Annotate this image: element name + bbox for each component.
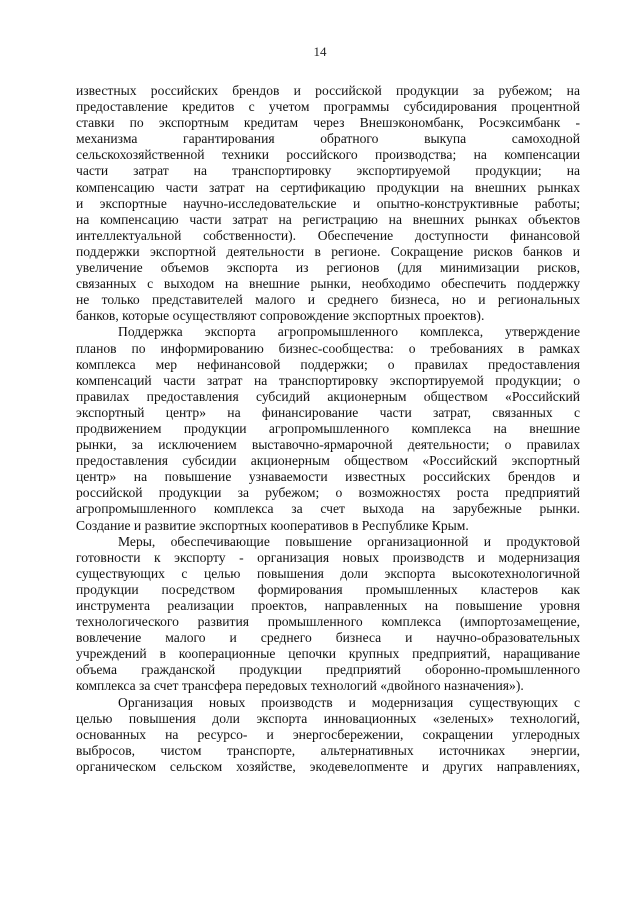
text-line: увеличение объемов экспорта из регионов (для минимизации рисков,	[76, 260, 580, 276]
text-line: готовности к экспорту - организация новых производств и модернизация	[76, 549, 580, 565]
text-line: органическом сельском хозяйстве, экодевелопменте и других направлениях,	[76, 758, 580, 774]
text-line: поддержки экспортной деятельности в регионе. Сокращение рисков банков и	[76, 243, 580, 259]
text-line: не только представителей малого и среднего бизнеса, но и региональных	[76, 292, 580, 308]
paragraph-1	[76, 83, 580, 324]
text-line: основанных на ресурсо- и энергосбережении, сокращении углеродных	[76, 726, 580, 742]
text-line: связанных с выходом на внешние рынки, необходимо обеспечить поддержку	[76, 276, 580, 292]
text-line: продукции посредством формирования промышленных кластеров как	[76, 581, 580, 597]
text-line: компенсаций части затрат на транспортировку экспортируемой продукции; о	[76, 372, 580, 388]
text-line: и экспортные научно-исследовательские и опытно-конструктивные работы;	[76, 195, 580, 211]
text-line: правилах предоставления субсидий акционерным обществом «Российский	[76, 388, 580, 404]
text-line: интеллектуальной собственности). Обеспечение доступности финансовой	[76, 227, 580, 243]
text-line: агропромышленного комплекса за счет выхода на зарубежные рынки.	[76, 501, 580, 517]
text-line: планов по информированию бизнес-сообщества: о требованиях в рамках	[76, 340, 580, 356]
text-line: комплекса мер нефинансовой поддержки; о правилах предоставления	[76, 356, 580, 372]
page-number: 14	[313, 44, 327, 59]
paragraph-2	[76, 324, 580, 533]
body-text	[76, 83, 580, 775]
text-line: механизма гарантирования обратного выкупа самоходной	[76, 131, 580, 147]
text-line: Организация новых производств и модернизация существующих с	[118, 694, 580, 710]
text-line: существующих с целью повышения доли экспорта высокотехнологичной	[76, 565, 580, 581]
text-line: на компенсацию части затрат на регистрацию на внешних рынках объектов	[76, 211, 580, 227]
text-line: известных российских брендов и российской продукции за рубежом; на	[76, 83, 580, 98]
text-line: продвижением продукции агропромышленного комплекса на внешние	[76, 420, 580, 436]
text-line: части затрат на транспортировку экспортируемой продукции; на	[76, 163, 580, 179]
text-line: банков, которые осуществляют сопровождение экспортных проектов).	[76, 308, 485, 324]
text-line: объема гражданской продукции предприятий оборонно-промышленного	[76, 662, 580, 678]
text-line: компенсацию части затрат на сертификацию продукции на внешних рынках	[76, 179, 580, 195]
text-line: инструмента реализации проектов, направленных на повышение уровня	[76, 598, 580, 613]
paragraph-3	[76, 534, 580, 695]
text-line: вовлечение малого и среднего бизнеса и научно-образовательных	[76, 630, 580, 646]
text-line: Меры, обеспечивающие повышение организационной и продуктовой	[118, 533, 580, 549]
text-line: сельскохозяйственной техники российского производства; на компенсации	[76, 147, 580, 163]
text-line: Создание и развитие экспортных кооперативов в Республике Крым.	[76, 517, 469, 533]
text-line: Поддержка экспорта агропромышленного комплекса, утверждение	[118, 324, 580, 340]
text-line: экспортный центр» на финансирование части затрат, связанных с	[76, 404, 580, 420]
text-line: рынки, за исключением выставочно-ярмарочной деятельности; о правилах	[76, 437, 580, 453]
text-line: предоставления субсидии акционерным обществом «Российский экспортный	[76, 453, 580, 469]
text-line: российской продукции за рубежом; о возможностях роста предприятий	[76, 485, 580, 501]
text-line: центр» на повышение узнаваемости известных российских брендов и	[76, 469, 580, 485]
text-line: учреждений в кооперационные цепочки крупных предприятий, наращивание	[76, 646, 580, 662]
paragraph-4	[76, 695, 580, 775]
text-line: выбросов, чистом транспорте, альтернативных источниках энергии,	[76, 742, 580, 758]
text-line: целью повышения доли экспорта инновационных «зеленых» технологий,	[76, 710, 580, 726]
text-line: технологического развития промышленного комплекса (импортозамещение,	[76, 614, 580, 630]
text-line: комплекса за счет трансфера передовых технологий «двойного назначения»).	[76, 678, 524, 694]
text-line: ставки по экспортным кредитам через Внешэкономбанк, Росэксимбанк -	[76, 115, 580, 131]
text-line: предоставление кредитов с учетом программы субсидирования процентной	[76, 99, 580, 115]
